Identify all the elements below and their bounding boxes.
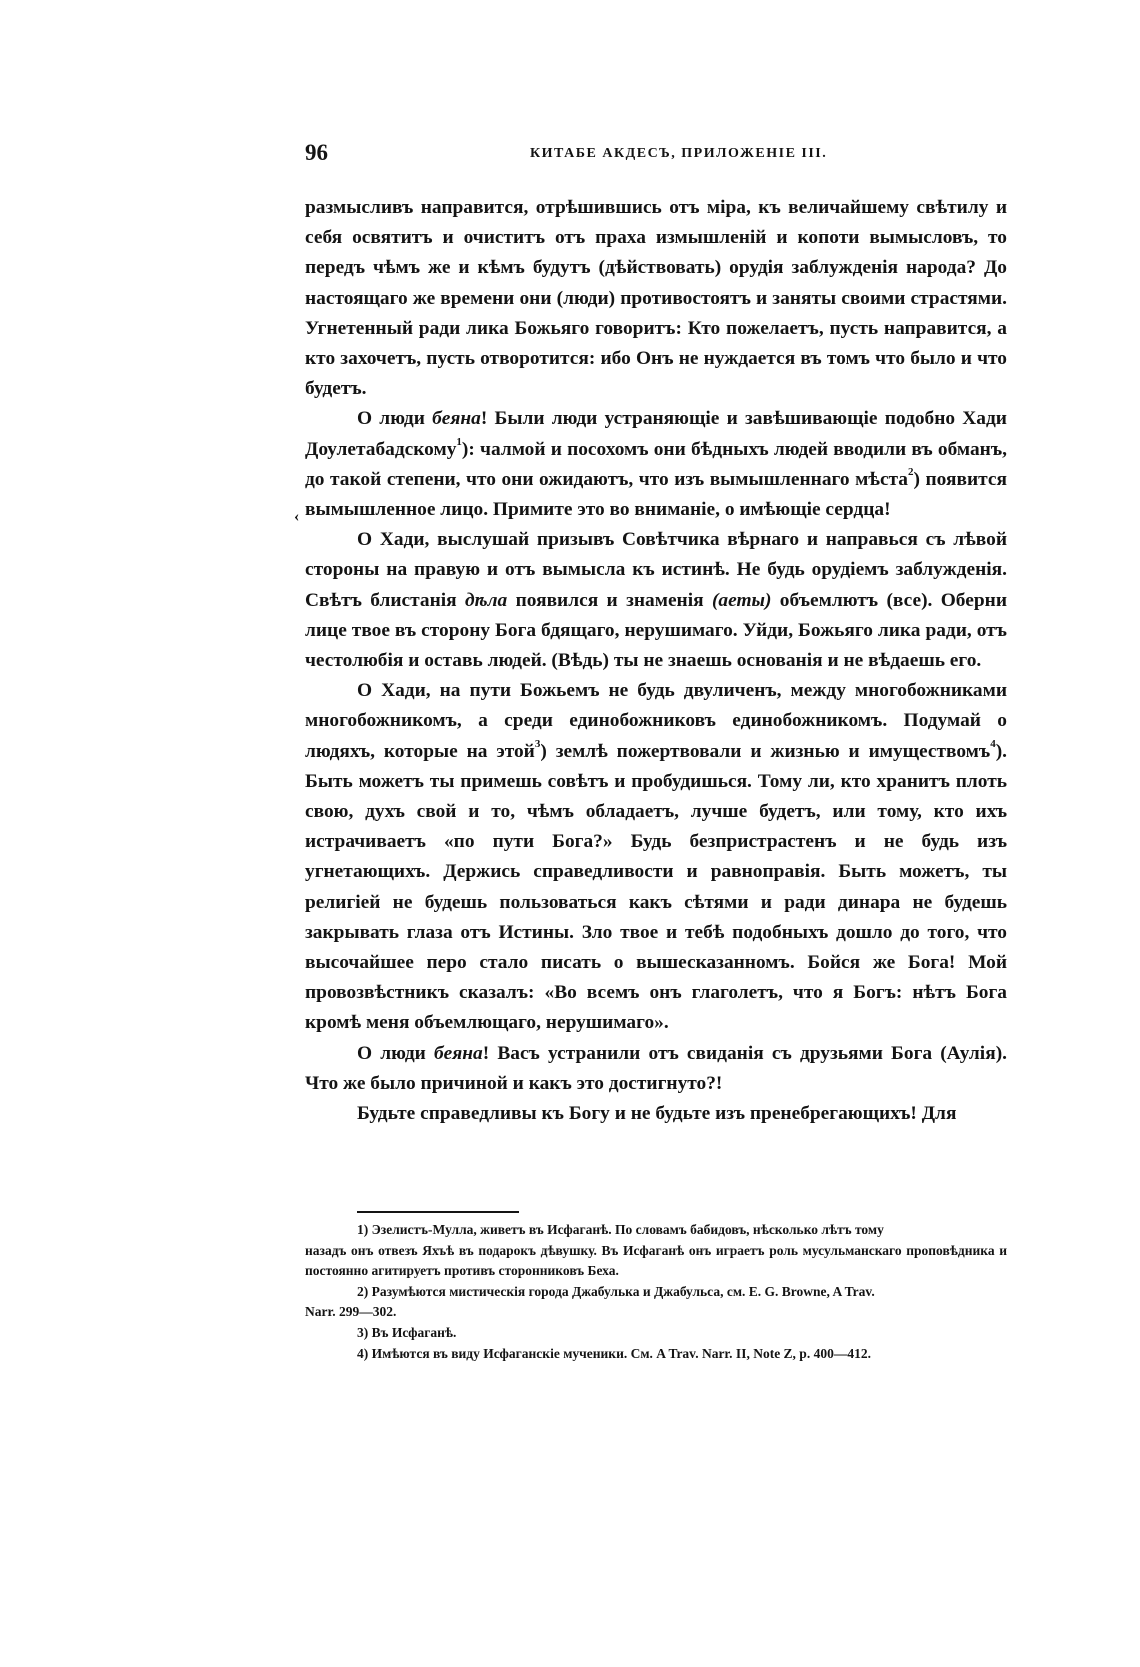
- text-run: О люди: [357, 1042, 434, 1064]
- paragraph: [305, 525, 1007, 676]
- page-number: 96: [305, 140, 328, 165]
- footnote: 4) Имѣются въ виду Исфаганскіе мученики. См. A Trav. Narr. II, Note Z, p. 400—412.: [357, 1345, 871, 1361]
- footnotes: [305, 1220, 1007, 1364]
- footnote-ref: 1: [456, 436, 462, 449]
- footnote-ref: 3: [534, 738, 541, 751]
- text-run: О Хади, выслушай призывъ Совѣтчика вѣрнаго и направься съ лѣвой стороны на правую и отъ вымысла къ истинѣ. Не будь орудіемъ заблужденія. Свѣтъ блистанія: [305, 529, 1007, 611]
- footnote-ref: 4: [990, 738, 996, 751]
- footnote-continuation: Narr. 299—302.: [305, 1304, 397, 1320]
- body-text: [305, 193, 1007, 1129]
- footnote: 2) Разумѣются мистическія города Джабулька и Джабульса, см. E. G. Browne, A Trav.: [357, 1283, 875, 1299]
- text-run: появился и знаменія: [507, 589, 712, 611]
- footnote-continuation: назадъ онъ отвезъ Яхъѣ въ подарокъ дѣвушку. Въ Исфаганѣ онъ играетъ роль мусульманскаго проповѣдника и постоянно агитируетъ противъ сторонниковъ Беха.: [305, 1242, 1007, 1279]
- text-run: размысливъ направится, отрѣшившись отъ міра, къ величайшему свѣтилу и себя освятитъ и очиститъ отъ праха измышленій и копоти вымысловъ, то передъ чѣмъ же и кѣмъ будутъ (дѣйствовать) орудія заблужденія народа? До настоящаго же времени они (люди) противостоятъ и заняты своими страстями. Угнетенный ради лика Божьяго говоритъ: Кто пожелаетъ, пусть направится, а кто захочетъ, пусть отворотится: ибо Онъ не нуждается въ томъ что было и что будетъ.: [305, 197, 1007, 400]
- paragraph: [305, 1039, 1007, 1099]
- text-run: ). Быть можетъ ты примешь совѣтъ и пробудишься. Тому ли, кто хранитъ плоть свою, духъ свой и то, чѣмъ обладаетъ, лучше будетъ, или тому, кто ихъ истрачиваетъ «по пути Бога?» Будь безпристрастенъ и не будь изъ угнетающихъ. Держись справедливости и равноправія. Быть можетъ, ты религіей не будешь пользоваться какъ сѣтями и ради динара не будешь закрывать глаза отъ Истины. Зло твое и тебѣ подобныхъ дошло до того, что высочайшее перо стало писать о вышесказанномъ. Бойся же Бога! Мой провозвѣстникъ сказалъ: «Во всемъ онъ глаголетъ, что я Богъ: нѣтъ Бога кромѣ меня объемлющаго, нерушимаго».: [305, 740, 1007, 1034]
- text-run: ) землѣ пожертвовали и жизнью и имуществомъ: [540, 740, 991, 762]
- paragraph: [305, 1099, 1007, 1129]
- italic-term: дѣла: [465, 589, 508, 611]
- paragraph: [305, 193, 1007, 404]
- running-title: КИТАБЕ АКДЕСЪ, ПРИЛОЖЕНІЕ III.: [530, 146, 828, 161]
- text-run: Будьте справедливы къ Богу и не будьте изъ пренебрегающихъ! Для: [357, 1103, 957, 1125]
- text-run: ) появится вымышленное лицо. Примите это во вниманіе, о имѣющіе сердца!: [305, 468, 1007, 521]
- text-run: О люди: [357, 408, 433, 430]
- margin-mark: ‹: [294, 508, 300, 525]
- footnote-rule: [357, 1211, 519, 1213]
- text-run: ! Были люди устраняющіе и завѣшивающіе подобно Хади Доулетабадскому: [305, 408, 1007, 460]
- text-run: ! Васъ устранили отъ свиданія съ друзьями Бога (Аулія). Что же было причиной и какъ это достигнуто?!: [305, 1042, 1007, 1094]
- text-run: О Хади, на пути Божьемъ не будь двуличенъ, между многобожниками многобожникомъ, а среди единобожниковъ единобожникомъ. Подумай о людяхъ, которые на этой: [305, 680, 1007, 762]
- text-run: объемлютъ (все). Оберни лице твое въ сторону Бога бдящаго, нерушимаго. Уйди, Божьяго лика ради, отъ честолюбія и оставь людей. (Вѣдь) ты не знаешь основанія и не вѣдаешь его.: [305, 589, 1007, 672]
- italic-term: (аеты): [711, 589, 772, 611]
- footnote: 1) Эзелистъ-Мулла, живетъ въ Исфаганѣ. По словамъ бабидовъ, нѣсколько лѣтъ тому: [357, 1222, 884, 1237]
- text-run: ): чалмой и посохомъ они бѣдныхъ людей вводили въ обманъ, до такой степени, что они ожидаютъ, что изъ вымышленнаго мѣста: [305, 438, 1007, 490]
- page-header: [305, 140, 1007, 174]
- italic-term: беяна: [433, 1042, 483, 1064]
- footnote-ref: 2: [908, 466, 914, 479]
- italic-term: беяна: [432, 408, 481, 430]
- paragraph: [305, 404, 1007, 525]
- footnote: 3) Въ Исфаганѣ.: [357, 1324, 457, 1340]
- paragraph: [305, 676, 1007, 1038]
